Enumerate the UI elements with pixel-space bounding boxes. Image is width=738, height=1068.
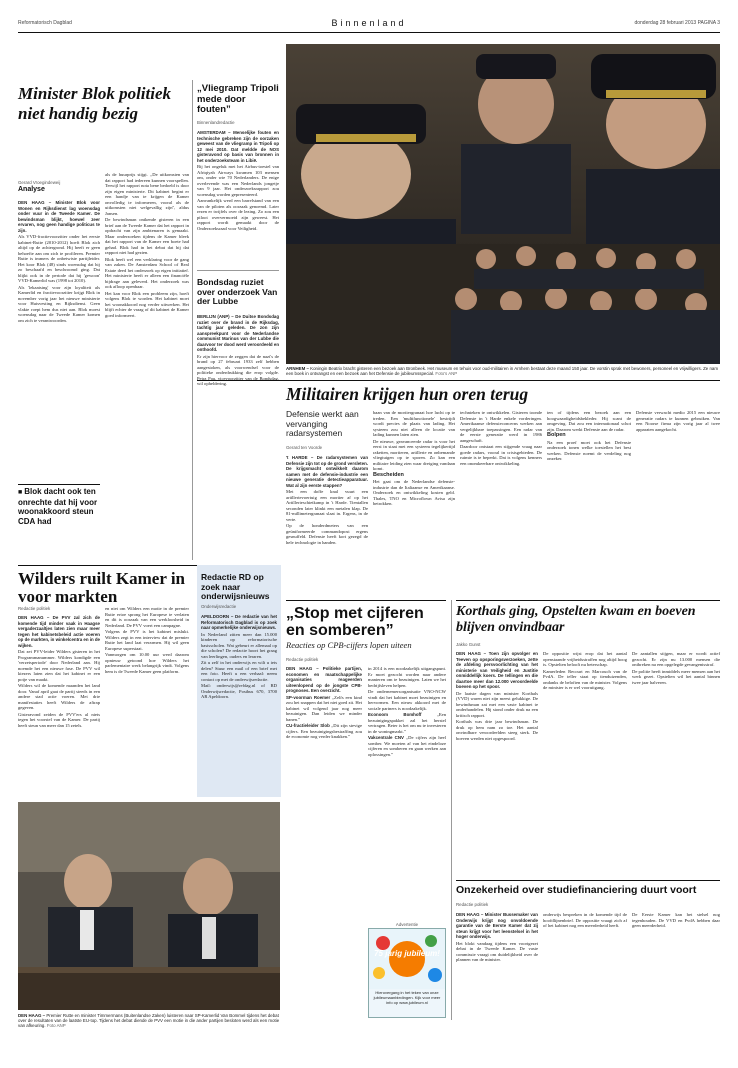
militairen-p10: Defensie verwacht medio 2015 een nieuwe generatie radars te kunnen gebruiken. Van een Noorse firma zijn vorig jaar al twee apparaten aangekocht. [636, 410, 720, 432]
cpb-cu: „Dit zijn stevige cijfers. Een bezuinigingsbestraffing zou de economie nog verder knakken.” [286, 723, 363, 739]
militairen-subhead: Defensie werkt aan vervanging radarsystemen [286, 409, 359, 438]
cpb-mid2: De ondernemersorganisatie VNO-NCW vindt dat het kabinet moet bezuinigen en hervormen. Een nieuw akkoord met de sociale partners is noodzakelijk. [368, 689, 446, 711]
militairen-headline: Militairen krijgen hun oren terug [286, 384, 529, 404]
bondsdag-body [197, 314, 279, 388]
blok-p4: De bewindsman ontkende gisteren in een brief aan de Tweede Kamer dat het rapport in opdracht van zijn ambtenaren is gemaakt. Maar onderzoeken tijdens de Kamer bleek dat het rapport van de Kamer een boete had gehad. Blok had in het debat dat hij dat rapport niet had gezien. [105, 217, 189, 255]
advertisement[interactable] [368, 928, 446, 1018]
cpb-col-2 [368, 666, 446, 758]
newspaper-name: Reformatorisch Dagblad [18, 20, 72, 26]
studiefin-top-rule [456, 880, 720, 881]
bondsdag-p1: Er zijn hiervoor de zeggen dat de nazi's de brand op 27 februari 1933 zelf hebben aangestoken, als voorwendsel voor de politieke onderdrukking die erop volgde. Petra Pau, vicevoorzitter van de Bondsdag, wil opheldering. [197, 353, 279, 386]
cpb-vak-head: Vakcentrale CNV [368, 735, 404, 740]
cpb-byline: Redactie politiek [286, 657, 319, 662]
cpb-subhead: Reacties op CPB-cijfers lopen uiteen [286, 640, 412, 650]
redactie-rd-p1: In Nederland zitten meer dan 15.000 kinderen op reformatorische basisscholen. Wat gebeurt er allemaal op die scholen? De redactie hoort het graag van leerlingen, ouders en leraren. [201, 631, 277, 659]
korthals-p5: De aantallen stijgen, maar er wordt actief gezocht. Er zijn nu 13.000 mensen die ontbreken na een opgelegde gevangenisstraf. [632, 651, 720, 667]
veterans-photo-caption [286, 366, 720, 376]
blok-p3: als de huurprijs stijgt. ,,De uitkomsten van dat rapport had iedereen kunnen voorspellen. Terwijl het rapport nota bene bedoeld is door zijn eigen ministerie. Dit kabinet begint er een handje van te krijgen de Kamer onvolledig te informeren, vooral als de uitkomsten niet welgevallig zijn'', aldus Jansen. [105, 172, 189, 216]
cpb-econ: „Een bezuinigingspakket zal het herstel vertragen. Beter is het om nu te investeren in de woningmarkt.” [368, 712, 446, 734]
blok-pullquote: ■ Blok dacht ook ten onrechte dat hij voor woonakkoord steun CDA had [18, 487, 98, 526]
cpb-vak: „De cijfers zijn heel somber. We moeten af van het eindeloze cijferen en somberen en gaan werken aan oplossingen.” [368, 735, 446, 757]
veterans-photo-illustration [286, 44, 720, 364]
bondsdag-lead: BERLIJN (ANP) – De Duitse Bondsdag ruziet over de brand in de Rijksdag, tachtig jaar geleden. De zon zijn aanspreekpunt voor de Nederlandse communist Marinus van der Lubbe die daarvoor ter dood werd veroordeeld en onthoofd. [197, 314, 279, 352]
bondsdag-headline: Bondsdag ruziet over onderzoek Van der Lubbe [197, 277, 278, 306]
studiefin-col-1 [456, 912, 538, 964]
masthead-rule [18, 32, 720, 33]
ad-jubilee-text: 75 jarig jubileum! [374, 949, 440, 958]
korthals-top-rule [456, 600, 720, 601]
militairen-p7: Daardoor ontstaat een stijgende vraag naar goede radars, vooral in crisisgebieden. De ruimte is te beperkt. Dat is volgens kenners een onomkeerbare ontwikkeling. [460, 444, 542, 466]
militairen-p3: baan van de mortiergranaat hoe lucht op te treden. Een 'multifunctionele' bestrijdt wordt precies de plaats van lading. Het systeem zou niet alleen de locatie van lading kunnen laten zien. [373, 410, 455, 437]
parliament-photo [18, 802, 280, 1010]
militairen-p1: Met een doffe knal vuurt een artillerievoertuig een mortier af op het Artillerieschietkamp in 't Harde. Tientallen seconden later klinkt een metalen klap. De 81-millimetergranaat slaat in. Ergens, in de verte. [286, 489, 368, 522]
cpb-econ-head: Econoom Bomhoff [368, 712, 422, 717]
redactie-rd-byline: Onderwijsredactie [201, 604, 237, 609]
cpb-top-rule [286, 600, 446, 601]
militairen-p4: De nieuwe, geavanceerde radar is voor het eerst in staat met een systeem tegelijkertijd raketten, mortieren, artillerie en onbemande vliegtuigen op te sporen. Zo kan een militaire leiding zien waar dreiging vandaan komt. [373, 438, 455, 471]
parliament-photo-illustration [18, 802, 280, 1010]
studiefin-lead: DEN HAAG – Minister Bussemaker van Onderwijs krijgt nog onvoldoende garantie van de Eerste Kamer dat zij steun krijgt voor het leenstelsel in het hoger onderwijs. [456, 912, 538, 939]
militairen-bolpen-head: Bolpen [547, 432, 566, 438]
blok-lead: DEN HAAG – Minister Blok voor Wonen en Rijksdienst lag woensdag onder vuur in de Tweede Kamer. De bewindsman blijkt, hoewel zeer ervaren, nog geen handige politicus te zijn. [18, 200, 100, 233]
korthals-col-2 [543, 651, 627, 692]
studiefin-p2: onderwijs bespreken in de komende tijd de hoofdlijnenbrief. De oppositie vraagt zich af of het kabinet nog een meerderheid heeft. [543, 912, 627, 928]
vliegramp-p2: Aanvankelijk werd een barrelstand van een van de piloten als oorzaak genoemd. Later rezen er twijfels over de lezing. Zo zou een piloot oververmoeid zijn geweest. Het rapport wordt gemaakt door de Onderzoeksraad voor Veiligheid. [197, 198, 279, 231]
wilders-headline: Wilders ruilt Kamer in voor markten [18, 569, 186, 606]
korthals-p4: Kamerleden Recourt en Marcouch van de PvdA. De teller staat op tienduizenden, ondanks de beloften van de minister. Volgens de minister is er wel vooruitgang. [543, 668, 627, 690]
militairen-p9: Na een proef moet ook het Defensie onderzoek tonen welke toestellen het best werken. Defensie noemt de verdeling nog onzeker. [547, 439, 631, 461]
blok-p1: Als VVD-fractievoorzitter onder het eerste kabinet-Rutte (2010-2012) hoeft Blok zich altijd op de achtergrond. Hij heeft er geen behoefte aan om zich te profileren. Premier Rutte is immers de onbetwiste partijleider. Het koor Blok (48) sinds woensdag dat hij zo beschaafd en beschroomd ging. Dat blijkt ook in de periode dat hij 'gewoon' VVD-Kamerlid was (1998 tot 2010). [18, 234, 100, 283]
wilders-lead: DEN HAAG – De PVV zal zich de komende tijd minder vaak in Haagse vergaderzaaltjes laten zien maar meer tegen het kabinetsbeleid actie voeren op de markten, in winkelcentra en in de wijken. [18, 615, 100, 648]
parliament-photo-caption [18, 1013, 280, 1029]
korthals-p3: De oppositie wijst erop dat het aantal openstaande vrijheidsstraffen nog altijd hoog is. Opstelten belooft nu beterschap. [543, 651, 627, 667]
wilders-p6: Vanmorgen om 10.00 uur werd daarom opnieuw getoond hoe Wilders het parlementaire werk belangrijk vindt. Volgens hem is de Tweede Kamer geen platform. [105, 652, 189, 674]
wilders-p1: Dat zei PVV-leider Wilders gisteren in het Programmanummer. Wilders kondigde een 'verzetsperiode' door Nederland aan. Hij noemde het een nieuwe fase. De PVV wil kiezers laten zien dat het kabinet er een potje van maakt. [18, 649, 100, 682]
wilders-p2: Wilders wil de komende maanden het land door. Vanaf april gaat de partij steeds in een andere stad actie voeren. Met drie manifestaties heeft Wilders de aftrap gegeven. [18, 683, 100, 710]
korthals-p6: De politie heeft inmiddels meer mensen aan het werk gezet. Opstelten wil het aantal binnen twee jaar halveren. [632, 668, 720, 685]
blok-p6: Het kan voor Blok een probleem zijn, hoeft volgens Blok te worden. Het kabinet moet het woonakkoord nog verder uitwerken. Het blijft echter de vraag of dit kabinet de Kamer goed informeert. [105, 290, 189, 318]
column-divider [192, 80, 193, 560]
section-name: Binnenland [331, 18, 407, 28]
vliegramp-body [197, 130, 279, 232]
date-page: donderdag 28 februari 2013 PAGINA 3 [634, 20, 720, 26]
korthals-byline: Jakko Gunst [456, 642, 481, 647]
blok-kind: Analyse [18, 186, 45, 193]
cpb-lead: DEN HAAG – Politieke partijen, economen en maatschappelijke organisaties reageerden uiteenlopend op de jongste CPB-prognoses. Een overzicht. [286, 666, 362, 693]
veterans-photo [286, 44, 720, 364]
korthals-col-3 [632, 651, 720, 686]
cpb-sp-head: SP-voorman Roemer [286, 694, 331, 700]
wilders-p5: Volgens de PVV is het kabinet mislukt. Wilders zegt in een interview dat de premier Rutte het land laat verarmen. Hij wil geen Europese superstaat. [105, 629, 189, 651]
vliegramp-headline: „Vliegramp Tripoli mede door fouten” [197, 83, 279, 115]
blok-p5: Blok heeft wel een verklaring voor de gang van zaken. De Amsterdam School of Real Estate deed het onderzoek op eigen initiatief. Het ministerie heeft er alleen een financiële bijdrage aan geleverd. Het onderzoek was ook afloop openbaar. [105, 256, 189, 289]
cpb-sp: „Zelfs een kind zou het snappen dat het niet goed zit. Het kabinet wil volgend jaar nog meer bezuinigen. Dan leiden we minder banen.” [286, 694, 362, 722]
studiefin-col-2 [543, 912, 627, 930]
blok-headline: Minister Blok politiek niet handig bezig [18, 84, 172, 123]
militairen-p2: Op de honderdmeters van een geüniformeerde commandopost ergens gesnuffeld. Defensie heeft kort gezegd de hele technologie in handen. [286, 523, 368, 545]
militairen-top-rule [197, 380, 720, 381]
korthals-col-1 [456, 651, 538, 742]
militairen-col-3 [460, 410, 542, 467]
redactie-rd-p3: Mail: onderwijs@refdag.nl of RD Onderwijsredactie, Postbus 670, 3700 AR Apeldoorn. [201, 683, 277, 699]
veterans-caption-tag: ARNHEM – [286, 366, 309, 371]
redactie-rd-p2: Zit u zelf in het onderwijs en wilt u iets delen? Stuur een mail of een brief met een foto. Heeft u een verhaal: neem contact op met de onderwijsredactie. [201, 660, 277, 682]
veterans-caption-text: Koningin Beatrix bracht gisteren een bezoek aan Bronbeek. Het museum en tehuis voor oud-militairen in Arnhem bestaat deze maand 150 jaar. De vorstin sprak met bewoners, personeel en vrijwilligers. Ze nam een boek in ontvangst en een bezoek aan het Defensie de jubileumsspecial. [286, 366, 718, 377]
ad-balloons-graphic [369, 929, 445, 989]
bondsdag-rule [197, 270, 279, 271]
militairen-col-1 [286, 455, 368, 546]
blok-p2: Als 'lekaatsing' voor zijn loyaliteit als Kamerlid en fractievoorzitter krijgt Blok in november vorig jaar het nieuwe ministerie voor Huisvesting en Rijksdienst. Geen vlakte roept hem dus niet aan. Blok moest woensdag naar de Tweede Kamer komen om zich te verantwoorden. [18, 284, 100, 323]
korthals-p2: Korthals was drie jaar bewindsman. De druk op hem nam zo toe. Het aantal onvindbare veroordeelden steeg sterk. De boeven werden niet opgespoord. [456, 719, 538, 741]
cpb-headline: „Stop met cijferen en somberen” [286, 605, 424, 639]
ad-label: Advertentie [395, 922, 419, 927]
militairen-p5: Het gaat om de Nederlandse defensie-industrie dan de Italiaanse en Amerikaanse. Onderzoek en ontwikkeling kosten geld. Thales, TNO en Microflown Avisa zijn betrokken. [373, 479, 455, 506]
cpb-mid1: in 2014 is een noodzakelijk uitgangspunt. Er moet gezocht worden naar andere manieren om te bezuinigen. Laten we het bedrijfsleven helpen. [368, 666, 446, 688]
redactie-rd-body [201, 614, 277, 701]
studiefin-headline: Onzekerheid over studiefinanciering duurt voort [456, 884, 697, 896]
korthals-p1: De laatste dagen van minister Korthals (VVD) waren niet zijn meest gelukkige. De bewindsman zat met een vaste kabinet te onderhandelen. Hij stond onder druk na een kritisch rapport. [456, 690, 538, 718]
parliament-caption-credit: Foto ANP [46, 1023, 66, 1029]
korthals-headline: Korthals ging, Opstelten kwam en boeven blijven onvindbaar [456, 604, 696, 635]
vliegramp-lead: AMSTERDAM – Menselijke fouten en technische gebreken zijn de oorzaken geweest van de vliegramp in Tripoli op 12 mei 2010. Dat meldde de NOS gisteravond op basis van bronnen in het onderzoeksteam in Libië. [197, 130, 279, 163]
pullquote-rule [18, 484, 100, 485]
militairen-col-2 [373, 410, 455, 508]
wilders-p3: Gisteravond zeiden de PVV'ers al niets tegen het voorstel van de Kamer. De partij heeft steun van meer dan 15 zetels. [18, 711, 100, 728]
militairen-col-5 [636, 410, 720, 433]
vliegramp-p1: Bij het ongeluk met het Airbus-toestel van Afriqiyah Airways kwamen 103 mensen om, onder wie 70 Nederlanders. De enige overlevende was een Nederlands jongetje van 9 jaar. Het onderzoeksrapport zou woensdag worden gepresenteerd. [197, 164, 279, 197]
parliament-caption-tag: DEN HAAG – [18, 1013, 46, 1018]
blok-column-2 [105, 172, 189, 319]
wilders-col-2 [105, 606, 189, 675]
cpb-cu-head: CU-fractieleider Slob [286, 723, 330, 728]
parliament-caption-text: Premier Rutte en minister Timmermans (Buitenlandse Zaken) luisteren naar SP-Kamerlid Van Bommel tijdens het debat over de resultaten van de laatste EU-top. Tijdens het debat diende de PVV een motie in die ander partijen besloten werd als een motie van afkeuring. [18, 1013, 280, 1029]
studiefin-byline: Redactie politiek [456, 902, 489, 907]
veterans-caption-credit: Foto's ANP [435, 371, 458, 377]
vliegramp-byline: Binnenlandredactie [197, 120, 235, 125]
blok-pullquote-text: Blok dacht ook ten onrechte dat hij voor woonakkoord steun CDA had [18, 487, 98, 526]
studiefin-col-3 [632, 912, 720, 930]
militairen-lead: 't HARDE – De radarsystemen van Defensie zijn tot op de grond versleten. De krijgsmacht ontwikkelt daarom samen met de defensie-industrie een nieuwe generatie detectieapparatuur. Wat al zijn eerste stappen? [286, 455, 368, 488]
studiefin-p3: De Eerste Kamer kan het stelsel nog tegenhouden. De VVD en PvdA hebben daar geen meerderheid. [632, 912, 720, 928]
redactie-rd-lead: APELDOORN – De redactie van het Reformatorisch Dagblad is op zoek naar opmerkelijke onderwijsnieuws. [201, 614, 277, 630]
militairen-besch-head: Bescheiden [373, 471, 404, 478]
redactie-rd-headline: Redactie RD op zoek naar onderwijsnieuws [201, 572, 270, 601]
wilders-p4: en niet om Wilders een motie in de premier Rutte ertoe sprong het Europese te verlaten en dit is oorzaak van een werkloosheid in Nederland. De PVV voert een campagne. [105, 606, 189, 628]
wilders-byline: Redactie politiek [18, 606, 51, 611]
militairen-col-4 [547, 410, 631, 463]
blok-author: Gerard Vroegindeweij [18, 180, 61, 185]
ad-footer: Hierovergang in het teken van onze jubileumaanbiedingen. Kijk voor meer info op www.jubileum.nl [373, 990, 441, 1005]
cpb-col-1 [286, 666, 362, 741]
militairen-p6: technieken te ontwikkelen. Gisteren toonde Defensie in 't Harde enkele vorderingen. Amerikaanse defensieconcerns werken aan vergelijkbare toepassingen. Een radar van de eerste generatie werd in 1986 aangeschaft. [460, 410, 542, 443]
wilders-col-1 [18, 615, 100, 729]
korthals-lead: DEN HAAG – Toen zijn opvolger en Teeven op opsporingsverzoeken, zette de afdeling persvoorlichting van het ministerie van Veiligheid en Justitie onmiddellijk koers. De tellingen en die daartoe meer dan 12.000 veroordeelde boeven op het spoor. [456, 651, 538, 689]
militairen-author: Gerard ten Voorde [286, 445, 323, 450]
studiefin-p1: Het blokt vandaag tijdens een voortgezet debat in de Tweede Kamer. De vaste commissie vraagt om duidelijkheid over de plannen van de minister. [456, 940, 538, 962]
blok-column-1 [18, 200, 100, 324]
militairen-p8: ten of tijdens een bezoek aan een hoogwaardigheidsbekleder. Hij scant de omgeving. Dat zou een internationaal schot zijn. Daarom werkt Defensie aan de radar. [547, 410, 631, 432]
column-divider-right [451, 600, 452, 1020]
